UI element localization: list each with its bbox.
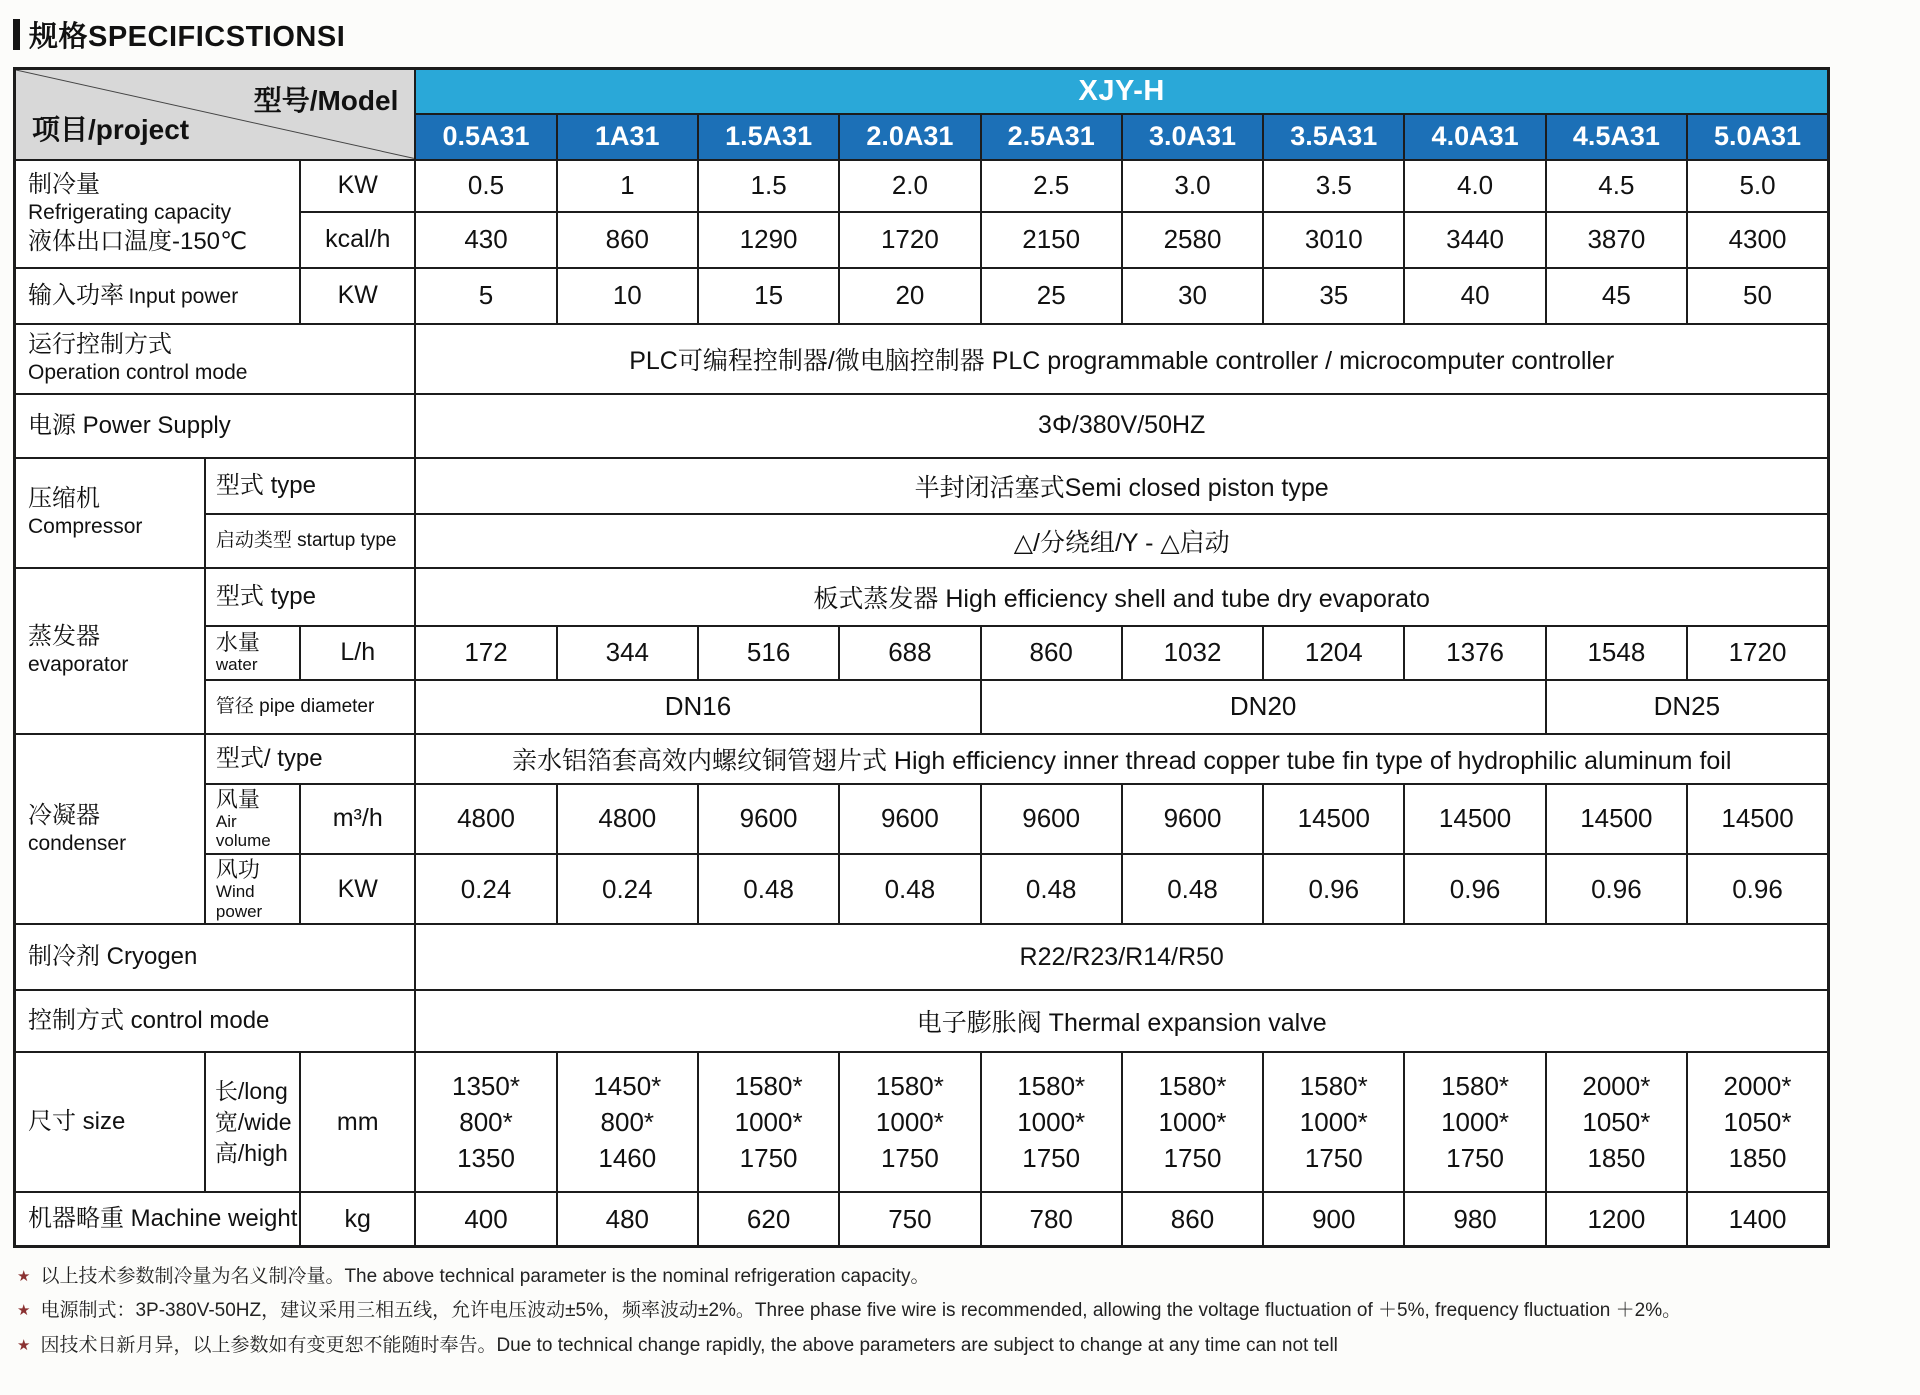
row-label-weight: 机器略重 Machine weight (15, 1192, 301, 1246)
size-value-cell (1404, 1052, 1545, 1192)
value-cell: 430 (415, 212, 556, 268)
size-wide: 1000* (1158, 1107, 1227, 1138)
value-cell: 3.0 (1122, 160, 1263, 212)
value-cell: 0.96 (1687, 854, 1828, 924)
footnote-text: 电源制式：3P-380V-50HZ，建议采用三相五线，允许电压波动±5%，频率波动±2%。Three phase five wire is recommended, allowing the voltage fluctuation of ＋5%, frequency fluctuation ＋2%。 (40, 1300, 1682, 1322)
value-cell: 480 (557, 1192, 698, 1246)
value-cell: 0.96 (1546, 854, 1687, 924)
air-volume-label-en: Air volume (215, 811, 271, 851)
group-label-evaporator (15, 568, 205, 734)
value-cell: 9600 (698, 784, 839, 854)
table-row (15, 680, 1829, 734)
size-high: 1750 (880, 1143, 939, 1174)
value-cell: 25 (981, 268, 1122, 324)
table-row (15, 854, 1829, 924)
value-cell: 1200 (1546, 1192, 1687, 1246)
size-value-cell (1687, 1052, 1828, 1192)
value-cell: 50 (1687, 268, 1828, 324)
table-row (15, 394, 1829, 458)
size-high: 1850 (1587, 1143, 1646, 1174)
value-cell: 3.5 (1263, 160, 1404, 212)
size-wide: 1000* (1299, 1107, 1368, 1138)
footnote-star-icon: ★ (17, 1267, 31, 1285)
value-cell: 860 (981, 626, 1122, 680)
group-label-condenser (15, 734, 205, 925)
value-cell: 750 (839, 1192, 980, 1246)
value-cell: 5 (415, 268, 556, 324)
size-long: 1350* (452, 1070, 520, 1101)
compressor-type-value: 半封闭活塞式Semi closed piston type (415, 458, 1828, 514)
value-cell: 9600 (1122, 784, 1263, 854)
size-wide: 1000* (875, 1107, 944, 1138)
model-header: 5.0A31 (1687, 114, 1828, 160)
value-cell: 1400 (1687, 1192, 1828, 1246)
value-cell: 1.5 (698, 160, 839, 212)
capacity-label-en: Refrigerating capacity (28, 201, 232, 225)
value-cell: 35 (1263, 268, 1404, 324)
value-cell: 14500 (1687, 784, 1828, 854)
project-axis-label: 项目/project (32, 113, 190, 145)
unit-cell: L/h (300, 626, 415, 680)
power-supply-value: 3Φ/380V/50HZ (415, 394, 1828, 458)
size-long: 1580* (1158, 1070, 1227, 1101)
size-high: 1750 (1446, 1143, 1504, 1174)
model-header: 4.0A31 (1404, 114, 1545, 160)
unit-cell: KW (300, 160, 415, 212)
size-wide: 1000* (1441, 1107, 1510, 1138)
value-cell: 0.48 (698, 854, 839, 924)
pipe-segment-cell: DN20 (981, 680, 1546, 734)
value-cell: 900 (1263, 1192, 1404, 1246)
size-wide: 1050* (1723, 1107, 1792, 1138)
table-row (15, 160, 1829, 212)
value-cell: 4300 (1687, 212, 1828, 268)
value-cell: 2.0 (839, 160, 980, 212)
condenser-wind-label (205, 854, 300, 924)
condenser-label-en: condenser (28, 831, 127, 855)
value-cell: 516 (698, 626, 839, 680)
value-cell: 860 (557, 212, 698, 268)
table-row (15, 1052, 1829, 1192)
value-cell: 1204 (1263, 626, 1404, 680)
size-wide: 1000* (1017, 1107, 1086, 1138)
page-title: 规格SPECIFICSTIONSI (29, 21, 346, 53)
value-cell: 4.0 (1404, 160, 1545, 212)
operation-control-label-cn: 运行控制方式 (28, 331, 172, 359)
footnote (17, 1264, 1920, 1290)
model-header: 0.5A31 (415, 114, 556, 160)
size-wide: 1000* (734, 1107, 803, 1138)
value-cell: 1376 (1404, 626, 1545, 680)
size-long: 1580* (1299, 1070, 1368, 1101)
model-header: 1A31 (557, 114, 698, 160)
input-power-label-cn: 输入功率 (28, 281, 124, 309)
capacity-label-sub: 液体出口温度-150℃ (28, 227, 247, 255)
size-dim-high: 高/high (214, 1139, 288, 1166)
group-label-size: 尺寸 size (15, 1052, 205, 1192)
value-cell: 1720 (839, 212, 980, 268)
row-label-power-supply: 电源 Power Supply (15, 394, 416, 458)
value-cell: 14500 (1404, 784, 1545, 854)
unit-cell: kcal/h (300, 212, 415, 268)
footnote (17, 1333, 1920, 1359)
value-cell: 3010 (1263, 212, 1404, 268)
size-high: 1350 (457, 1143, 515, 1174)
water-label-cn: 水量 (215, 630, 260, 656)
value-cell: 40 (1404, 268, 1545, 324)
size-dim-wide: 宽/wide (214, 1108, 292, 1135)
size-wide: 1050* (1582, 1107, 1651, 1138)
size-value-cell (557, 1052, 698, 1192)
value-cell: 4800 (415, 784, 556, 854)
size-long: 1580* (875, 1070, 944, 1101)
water-label-en: water (215, 655, 258, 675)
model-axis-label: 型号/Model (253, 85, 399, 116)
row-label-operation-control (15, 324, 416, 394)
title-accent-bar (13, 19, 20, 50)
size-long: 2000* (1582, 1070, 1651, 1101)
value-cell: 1 (557, 160, 698, 212)
table-row (15, 514, 1829, 568)
value-cell: 0.5 (415, 160, 556, 212)
table-row (15, 458, 1829, 514)
value-cell: 0.48 (839, 854, 980, 924)
model-header: 1.5A31 (698, 114, 839, 160)
size-high: 1750 (1022, 1143, 1081, 1174)
footnote (17, 1298, 1920, 1324)
compressor-startup-label: 启动类型 startup type (205, 514, 415, 568)
pipe-segment-cell: DN16 (415, 680, 980, 734)
condenser-type-label: 型式/ type (205, 734, 415, 784)
compressor-type-label: 型式 type (205, 458, 415, 514)
table-row (15, 784, 1829, 854)
evaporator-type-label: 型式 type (205, 568, 415, 626)
size-wide: 800* (459, 1107, 513, 1138)
table-row (15, 268, 1829, 324)
compressor-label-en: Compressor (28, 515, 143, 539)
size-value-cell (415, 1052, 556, 1192)
size-value-cell (1546, 1052, 1687, 1192)
model-header: 3.0A31 (1122, 114, 1263, 160)
compressor-startup-value: △/分绕组/Y - △启动 (415, 514, 1828, 568)
value-cell: 3440 (1404, 212, 1545, 268)
series-header-cell: XJY-H (415, 69, 1828, 114)
size-dimension-labels (205, 1052, 300, 1192)
value-cell: 14500 (1546, 784, 1687, 854)
size-long: 1580* (1017, 1070, 1086, 1101)
value-cell: 620 (698, 1192, 839, 1246)
table-row (15, 568, 1829, 626)
size-high: 1750 (1304, 1143, 1363, 1174)
capacity-label-cn: 制冷量 (28, 171, 100, 199)
value-cell: 1548 (1546, 626, 1687, 680)
pipe-segment-cell: DN25 (1546, 680, 1829, 734)
control-mode-value: 电子膨胀阀 Thermal expansion valve (415, 990, 1828, 1052)
size-value-cell (1263, 1052, 1404, 1192)
value-cell: 2150 (981, 212, 1122, 268)
table-row (15, 924, 1829, 990)
value-cell: 172 (415, 626, 556, 680)
size-value-cell (839, 1052, 980, 1192)
value-cell: 0.48 (1122, 854, 1263, 924)
evaporator-label-en: evaporator (28, 653, 129, 677)
table-row (15, 734, 1829, 784)
value-cell: 14500 (1263, 784, 1404, 854)
specifications-table (13, 67, 1830, 1248)
evaporator-type-value: 板式蒸发器 High efficiency shell and tube dry evaporato (415, 568, 1828, 626)
value-cell: 1032 (1122, 626, 1263, 680)
value-cell: 3870 (1546, 212, 1687, 268)
evaporator-label-cn: 蒸发器 (28, 623, 100, 651)
unit-cell: m³/h (300, 784, 415, 854)
row-label-capacity (15, 160, 301, 268)
model-header: 2.5A31 (981, 114, 1122, 160)
size-long: 1580* (734, 1070, 803, 1101)
footnote-star-icon: ★ (17, 1302, 31, 1320)
operation-control-label-en: Operation control mode (28, 361, 248, 385)
value-cell: 688 (839, 626, 980, 680)
unit-cell: KW (300, 268, 415, 324)
size-high: 1750 (739, 1143, 798, 1174)
footnote-text: 以上技术参数制冷量为名义制冷量。The above technical parameter is the nominal refrigeration capacity。 (40, 1265, 930, 1287)
evaporator-water-label (205, 626, 300, 680)
value-cell: 1720 (1687, 626, 1828, 680)
row-label-control-mode: 控制方式 control mode (15, 990, 416, 1052)
value-cell: 0.48 (981, 854, 1122, 924)
size-wide: 800* (600, 1107, 655, 1138)
size-high: 1750 (1163, 1143, 1222, 1174)
model-header: 3.5A31 (1263, 114, 1404, 160)
value-cell: 5.0 (1687, 160, 1828, 212)
value-cell: 20 (839, 268, 980, 324)
unit-cell: mm (300, 1052, 415, 1192)
operation-control-value: PLC可编程控制器/微电脑控制器 PLC programmable controller / microcomputer controller (415, 324, 1828, 394)
table-row (15, 324, 1829, 394)
row-label-input-power (15, 268, 301, 324)
wind-power-label-cn: 风功 (215, 856, 260, 882)
size-high: 1460 (598, 1143, 657, 1174)
value-cell: 30 (1122, 268, 1263, 324)
size-long: 2000* (1723, 1070, 1792, 1101)
page-title-row (13, 14, 1920, 55)
air-volume-label-cn: 风量 (215, 786, 260, 812)
cryogen-value: R22/R23/R14/R50 (415, 924, 1828, 990)
compressor-label-cn: 压缩机 (28, 485, 100, 513)
table-row (15, 626, 1829, 680)
table-row (15, 990, 1829, 1052)
model-header: 2.0A31 (839, 114, 980, 160)
value-cell: 9600 (981, 784, 1122, 854)
size-long: 1580* (1441, 1070, 1510, 1101)
unit-cell: kg (300, 1192, 415, 1246)
value-cell: 1290 (698, 212, 839, 268)
value-cell: 860 (1122, 1192, 1263, 1246)
condenser-air-label (205, 784, 300, 854)
value-cell: 400 (415, 1192, 556, 1246)
size-high: 1850 (1728, 1143, 1787, 1174)
corner-header-cell (15, 69, 416, 160)
value-cell: 2580 (1122, 212, 1263, 268)
wind-power-label-en: Wind power (215, 882, 263, 921)
size-dim-long: 长/long (214, 1077, 288, 1104)
table-row (15, 69, 1829, 114)
size-value-cell (698, 1052, 839, 1192)
value-cell: 0.96 (1404, 854, 1545, 924)
model-header: 4.5A31 (1546, 114, 1687, 160)
evaporator-pipe-label: 管径 pipe diameter (205, 680, 415, 734)
condenser-label-cn: 冷凝器 (28, 801, 100, 829)
footnote-star-icon: ★ (17, 1337, 31, 1355)
value-cell: 45 (1546, 268, 1687, 324)
value-cell: 10 (557, 268, 698, 324)
group-label-compressor (15, 458, 205, 568)
value-cell: 980 (1404, 1192, 1545, 1246)
table-row (15, 1192, 1829, 1246)
value-cell: 0.24 (557, 854, 698, 924)
row-label-cryogen: 制冷剂 Cryogen (15, 924, 416, 990)
size-long: 1450* (593, 1070, 662, 1101)
value-cell: 2.5 (981, 160, 1122, 212)
value-cell: 4800 (557, 784, 698, 854)
value-cell: 0.24 (415, 854, 556, 924)
unit-cell: KW (300, 854, 415, 924)
size-value-cell (1122, 1052, 1263, 1192)
footnote-text: 因技术日新月异，以上参数如有变更恕不能随时奉告。Due to technical change rapidly, the above parameters are subject to change at any time can not tell (40, 1335, 1338, 1357)
value-cell: 780 (981, 1192, 1122, 1246)
condenser-type-value: 亲水铝箔套高效内螺纹铜管翅片式 High efficiency inner thread copper tube fin type of hydrophilic aluminum foil (415, 734, 1828, 784)
value-cell: 9600 (839, 784, 980, 854)
input-power-label-en: Input power (128, 284, 239, 308)
value-cell: 0.96 (1263, 854, 1404, 924)
value-cell: 344 (557, 626, 698, 680)
value-cell: 15 (698, 268, 839, 324)
value-cell: 4.5 (1546, 160, 1687, 212)
size-value-cell (981, 1052, 1122, 1192)
footnotes (17, 1264, 1920, 1359)
